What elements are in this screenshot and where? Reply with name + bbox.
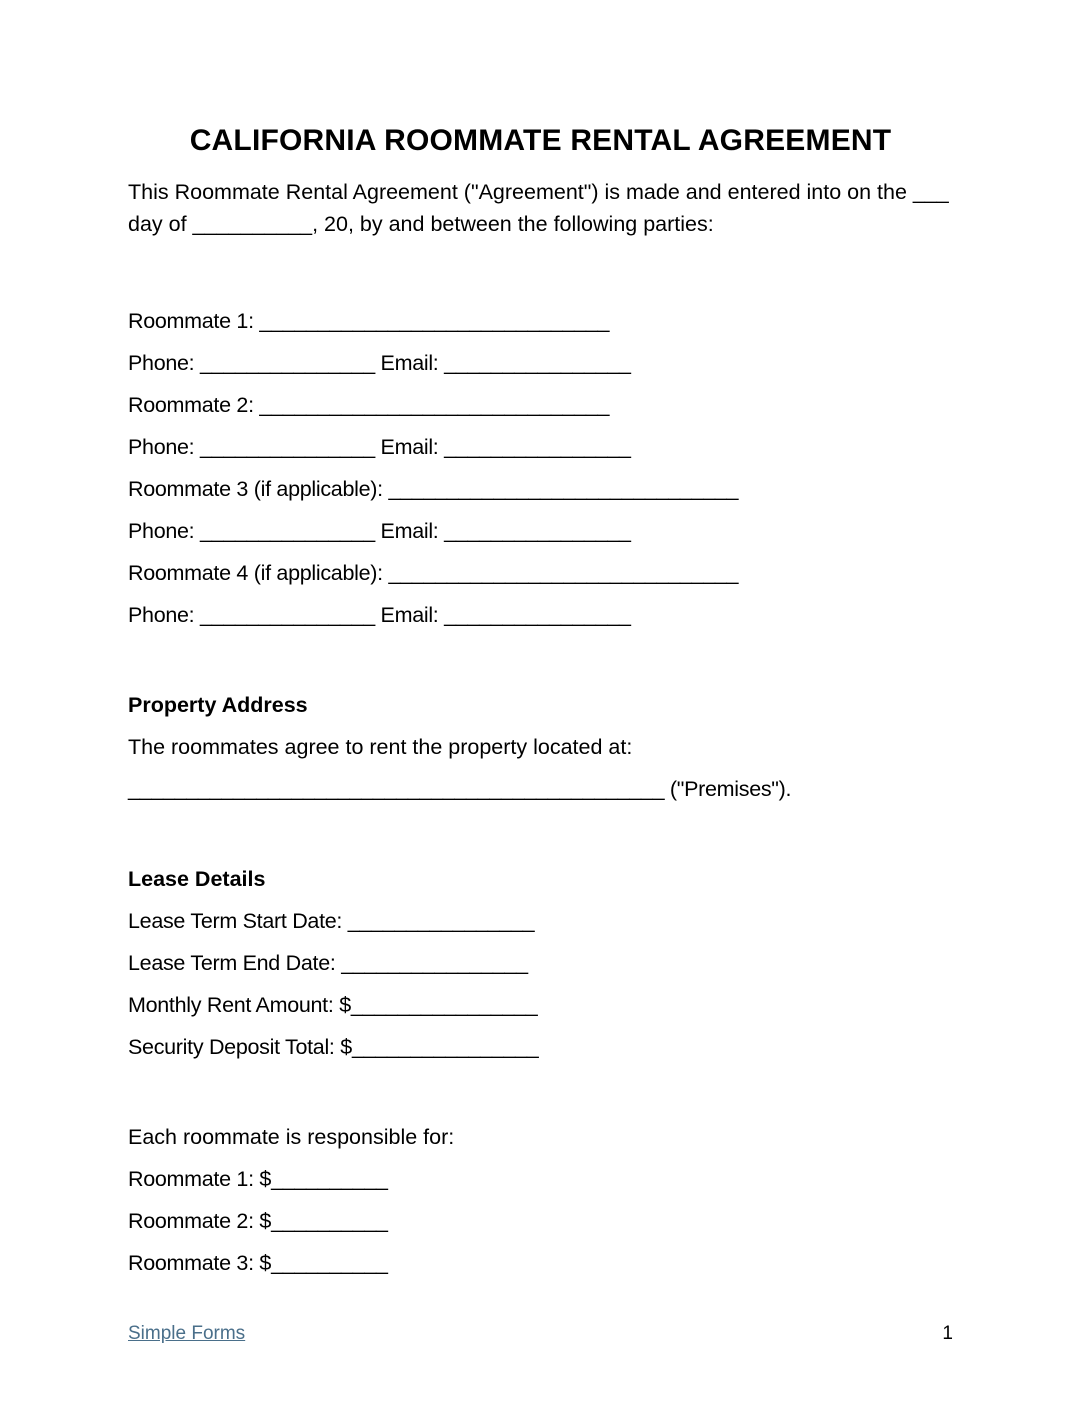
- intro-paragraph: This Roommate Rental Agreement ("Agreement") is made and entered into on the ___ day of __________, 20, by and between the following parties:: [128, 180, 949, 236]
- field-responsibility-roommate-2[interactable]: Roommate 2: $__________: [128, 1209, 388, 1233]
- field-roommate-3-contact[interactable]: Phone: _______________ Email: ________________: [128, 519, 631, 543]
- spacer-before-property-address: [128, 636, 953, 684]
- footer-simple-forms-link[interactable]: Simple Forms: [128, 1323, 246, 1344]
- field-roommate-3-name[interactable]: Roommate 3 (if applicable): ______________________________: [128, 477, 739, 501]
- spacer-before-responsibility: [128, 1068, 953, 1116]
- field-responsibility-roommate-1[interactable]: Roommate 1: $__________: [128, 1167, 388, 1191]
- field-lease-start-date[interactable]: Lease Term Start Date: ________________: [128, 909, 535, 933]
- field-lease-end-date[interactable]: Lease Term End Date: ________________: [128, 951, 528, 975]
- spacer-after-intro: [128, 240, 953, 300]
- field-roommate-1-contact[interactable]: Phone: _______________ Email: ________________: [128, 351, 631, 375]
- field-roommate-2-name[interactable]: Roommate 2: ______________________________: [128, 393, 610, 417]
- page-title: CALIFORNIA ROOMMATE RENTAL AGREEMENT: [189, 124, 892, 157]
- property-address-body: The roommates agree to rent the property located at:: [128, 735, 633, 759]
- field-responsibility-roommate-3[interactable]: Roommate 3: $__________: [128, 1251, 388, 1275]
- responsibility-intro: Each roommate is responsible for:: [128, 1125, 455, 1149]
- section-heading-lease-details: Lease Details: [128, 867, 266, 891]
- field-roommate-4-contact[interactable]: Phone: _______________ Email: ________________: [128, 603, 631, 627]
- footer-page-number: 1: [942, 1323, 953, 1344]
- field-monthly-rent-amount[interactable]: Monthly Rent Amount: $________________: [128, 993, 538, 1017]
- page-footer: [128, 1322, 953, 1346]
- field-security-deposit-total[interactable]: Security Deposit Total: $________________: [128, 1035, 539, 1059]
- field-roommate-4-name[interactable]: Roommate 4 (if applicable): ______________________________: [128, 561, 739, 585]
- field-property-address[interactable]: ______________________________________________ ("Premises").: [128, 777, 792, 801]
- document-body: [128, 0, 953, 1284]
- field-roommate-1-name[interactable]: Roommate 1: ______________________________: [128, 309, 610, 333]
- spacer-before-lease-details: [128, 810, 953, 858]
- section-heading-property-address: Property Address: [128, 693, 308, 717]
- field-roommate-2-contact[interactable]: Phone: _______________ Email: ________________: [128, 435, 631, 459]
